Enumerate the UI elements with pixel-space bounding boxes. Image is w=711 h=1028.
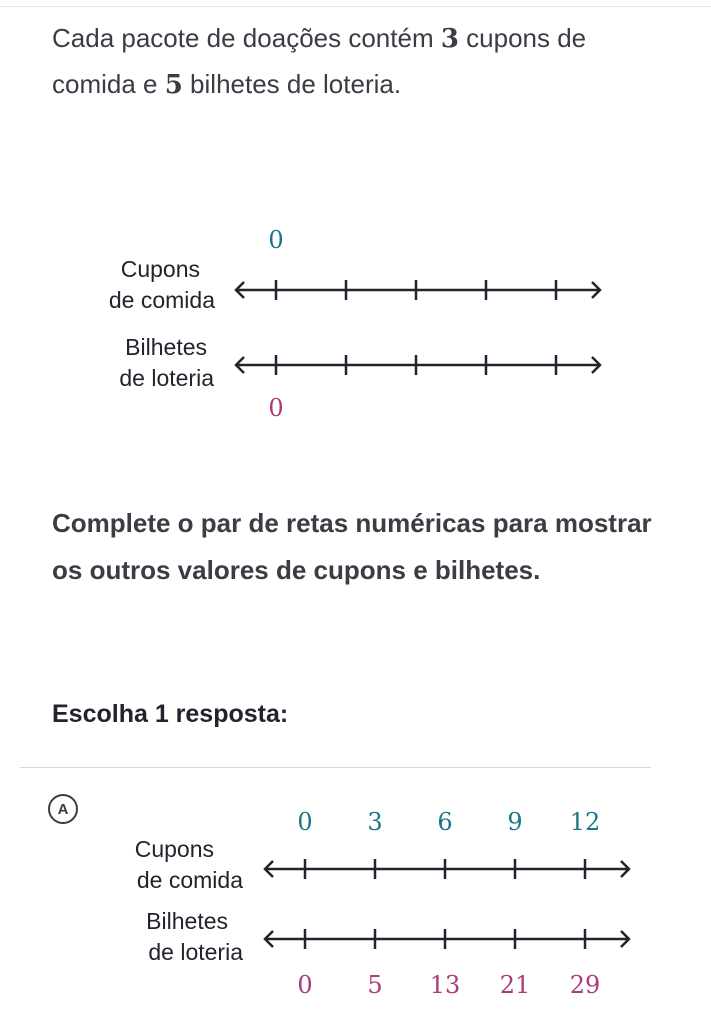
- food-zero-label: 0: [268, 226, 284, 254]
- question-text: [52, 16, 612, 108]
- choice-a-food-value: 0: [297, 808, 313, 836]
- choice-a-lottery-values: [297, 971, 600, 999]
- choice-a-lottery-label-line1: Bilhetes: [146, 908, 228, 934]
- choice-a-food-value: 3: [367, 808, 383, 836]
- choice-a-lottery-value: 13: [429, 971, 461, 999]
- choices-divider: [20, 767, 651, 768]
- lottery-ticket-count: 5: [164, 70, 183, 100]
- choose-answer-label: Escolha 1 resposta:: [52, 700, 289, 728]
- lottery-label-line2: de loteria: [119, 365, 214, 391]
- choice-a-lottery-value: 29: [569, 971, 601, 999]
- food-label-line1: Cupons: [120, 256, 200, 282]
- choice-a-food-value: 6: [437, 808, 453, 836]
- choice-a-food-number-line: [265, 859, 629, 879]
- choice-a-lottery-number-line: [265, 929, 629, 949]
- question-part-1: Cada pacote de doações contém: [52, 23, 441, 53]
- instruction-text: Complete o par de retas numéricas para mostrar os outros valores de cupons e bilhetes.: [52, 508, 652, 585]
- top-divider: [0, 6, 711, 7]
- choice-a-food-label-line2: de comida: [136, 867, 243, 893]
- food-label-line2: de comida: [108, 287, 215, 313]
- choice-a-lottery-label-line2: de loteria: [148, 939, 243, 965]
- choice-a-lottery-value: 21: [499, 971, 531, 999]
- food-number-line: [236, 280, 600, 300]
- food-coupon-count: 3: [440, 24, 459, 54]
- choice-a-food-value: 9: [507, 808, 523, 836]
- choice-a-food-label-line1: Cupons: [134, 836, 214, 862]
- choice-a-number-lines[interactable]: [0, 796, 711, 1006]
- lottery-number-line: [236, 355, 600, 375]
- lottery-zero-label: 0: [268, 394, 284, 422]
- choice-a-food-value: 12: [569, 808, 601, 836]
- choice-a-lottery-value: 0: [297, 971, 313, 999]
- question-number-lines: [0, 220, 711, 430]
- lottery-label-line1: Bilhetes: [125, 334, 207, 360]
- question-part-2: cupons de comida e: [52, 23, 587, 99]
- question-part-3: bilhetes de loteria.: [182, 69, 402, 99]
- choice-a-lottery-value: 5: [367, 971, 383, 999]
- choice-a-food-values: [297, 808, 600, 836]
- choice-a-radio[interactable]: A: [48, 794, 78, 824]
